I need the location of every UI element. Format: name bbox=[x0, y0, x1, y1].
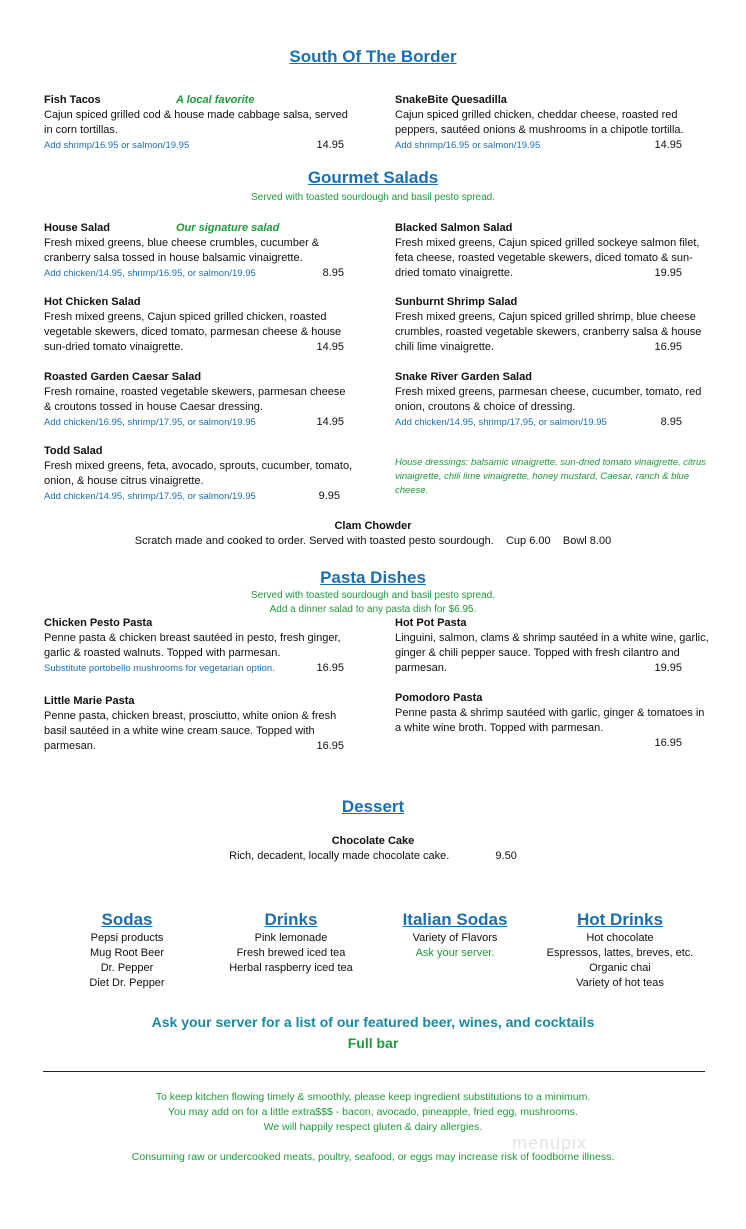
item-addon: Add chicken/14.95, shrimp/17.95, or salmon/19.95 bbox=[395, 417, 607, 428]
section-title-south: South Of The Border bbox=[289, 47, 457, 66]
footer-line-4: Consuming raw or undercooked meats, poultry, seafood, or eggs may increase risk of foodborne illness. bbox=[131, 1151, 615, 1163]
item-name: Hot Chicken Salad bbox=[44, 296, 141, 308]
full-bar: Full bar bbox=[347, 1035, 399, 1051]
watermark: menupix bbox=[512, 1133, 588, 1153]
item-price: 9.95 bbox=[318, 490, 340, 502]
menu-item-quesadilla bbox=[395, 93, 710, 153]
chowder-bowl: Bowl 8.00 bbox=[562, 535, 612, 547]
section-title-dessert: Dessert bbox=[341, 797, 405, 816]
menu-item-chicken-pesto bbox=[44, 616, 354, 676]
chowder-name: Clam Chowder bbox=[334, 520, 412, 532]
footer-line-2: You may add on for a little extra$$$ - bacon, avocado, pineapple, fried egg, mushrooms. bbox=[168, 1106, 578, 1118]
drinks-hot bbox=[535, 912, 705, 991]
item-name: Chicken Pesto Pasta bbox=[44, 617, 153, 629]
item-name: Hot Pot Pasta bbox=[395, 617, 467, 629]
item-desc: Fresh mixed greens, Cajun spiced grilled shrimp, blue cheese crumbles, roasted vegetable skewers, cranberry salsa & house chili lime vinaigrette. bbox=[395, 311, 702, 353]
list-item: Pepsi products bbox=[90, 932, 164, 944]
item-price: 16.95 bbox=[654, 341, 682, 353]
dessert-desc: Rich, decadent, locally made chocolate cake. bbox=[229, 850, 450, 862]
dessert-line bbox=[0, 849, 746, 864]
list-item: Espressos, lattes, breves, etc. bbox=[546, 947, 694, 959]
item-name: Blacked Salmon Salad bbox=[395, 222, 513, 234]
menu-item-house-salad bbox=[44, 221, 354, 281]
chowder-line bbox=[0, 534, 746, 549]
item-addon: Substitute portobello mushrooms for vegetarian option. bbox=[44, 663, 275, 674]
item-name: Roasted Garden Caesar Salad bbox=[44, 371, 202, 383]
list-item: Variety of hot teas bbox=[576, 977, 664, 989]
item-desc: Fresh mixed greens, parmesan cheese, cucumber, tomato, red onion, croutons & choice of dressing. bbox=[395, 386, 702, 413]
item-price: 14.95 bbox=[316, 416, 344, 428]
item-desc: Cajun spiced grilled cod & house made cabbage salsa, served in corn tortillas. bbox=[44, 109, 348, 136]
list-item: Diet Dr. Pepper bbox=[89, 977, 165, 989]
dessert-price: 9.50 bbox=[495, 850, 517, 862]
list-item: Pink lemonade bbox=[254, 932, 328, 944]
item-price: 14.95 bbox=[654, 139, 682, 151]
item-name: Sunburnt Shrimp Salad bbox=[395, 296, 518, 308]
italian-sodas-title: Italian Sodas bbox=[402, 910, 508, 929]
item-name: Todd Salad bbox=[44, 445, 103, 457]
item-name: Fish Tacos bbox=[44, 94, 101, 106]
clam-chowder bbox=[0, 519, 746, 549]
footer-line-3: We will happily respect gluten & dairy allergies. bbox=[263, 1121, 483, 1133]
menu-item-hot-chicken bbox=[44, 295, 354, 355]
item-price: 16.95 bbox=[654, 737, 682, 749]
menu-item-pomodoro bbox=[395, 691, 710, 751]
list-item: Hot chocolate bbox=[586, 932, 654, 944]
list-item: Fresh brewed iced tea bbox=[236, 947, 346, 959]
drinks-italian-sodas bbox=[370, 912, 540, 961]
dessert-name: Chocolate Cake bbox=[331, 835, 415, 847]
item-name: Snake River Garden Salad bbox=[395, 371, 532, 383]
item-price: 14.95 bbox=[316, 139, 344, 151]
item-addon: Add chicken/14.95, shrimp/16.95, or salmon/19.95 bbox=[44, 268, 256, 279]
item-desc: Cajun spiced grilled chicken, cheddar cheese, roasted red peppers, sautéed onions & mushrooms in a chipotle tortilla. bbox=[395, 109, 684, 136]
section-title-pasta: Pasta Dishes bbox=[320, 568, 426, 587]
section-title-salads: Gourmet Salads bbox=[307, 168, 439, 187]
item-name: SnakeBite Quesadilla bbox=[395, 94, 507, 106]
item-addon: Add shrimp/16.95 or salmon/19.95 bbox=[395, 140, 541, 151]
salads-subtitle: Served with toasted sourdough and basil pesto spread. bbox=[250, 192, 496, 203]
menu-item-caesar bbox=[44, 370, 354, 430]
menu-item-sunburnt-shrimp bbox=[395, 295, 710, 355]
item-desc: Fresh romaine, roasted vegetable skewers, parmesan cheese & croutons tossed in house Caesar dressing. bbox=[44, 386, 346, 413]
sodas-title: Sodas bbox=[101, 910, 153, 929]
item-name: Little Marie Pasta bbox=[44, 695, 135, 707]
menu-item-todd bbox=[44, 444, 354, 504]
divider bbox=[43, 1071, 705, 1072]
item-price: 19.95 bbox=[654, 267, 682, 279]
item-price: 16.95 bbox=[316, 740, 344, 752]
item-desc: Fresh mixed greens, Cajun spiced grilled sockeye salmon filet, feta cheese, roasted vegetable skewers, diced tomato & sun-dried tomato vinaigrette. bbox=[395, 237, 700, 279]
item-price: 8.95 bbox=[322, 267, 344, 279]
list-item: Mug Root Beer bbox=[90, 947, 164, 959]
menu-item-hot-pot bbox=[395, 616, 710, 676]
item-desc: Penne pasta & chicken breast sautéed in pesto, fresh ginger, garlic & roasted walnuts. Topped with parmesan. bbox=[44, 632, 341, 659]
bar-line: Ask your server for a list of our featured beer, wines, and cocktails bbox=[151, 1014, 595, 1030]
item-desc: Penne pasta & shrimp sautéed with garlic, ginger & tomatoes in a white wine broth. Topped with parmesan. bbox=[395, 707, 705, 734]
item-price: 14.95 bbox=[316, 341, 344, 353]
item-desc: Fresh mixed greens, feta, avocado, sprouts, cucumber, tomato, onion, & house citrus vinaigrette. bbox=[44, 460, 353, 487]
house-dressings-note: House dressings: balsamic vinaigrette, sun-dried tomato vinaigrette, citrus vinaigrette, chili lime vinaigrette, honey mustard, Caesar, ranch & blue cheese. bbox=[395, 457, 707, 496]
list-item: Variety of Flavors bbox=[412, 932, 498, 944]
drinks-drinks bbox=[206, 912, 376, 976]
item-addon: Add chicken/16.95, shrimp/17.95, or salmon/19.95 bbox=[44, 417, 256, 428]
pasta-subtitle-1: Served with toasted sourdough and basil pesto spread. bbox=[250, 590, 496, 601]
menu-item-blacked-salmon bbox=[395, 221, 710, 281]
italian-sodas-note: Ask your server. bbox=[415, 947, 495, 959]
item-desc: Penne pasta, chicken breast, prosciutto, white onion & fresh basil sautéed in a white wine cream sauce. Topped with parmesan. bbox=[44, 710, 337, 752]
list-item: Herbal raspberry iced tea bbox=[229, 962, 353, 974]
item-tag: Our signature salad bbox=[176, 222, 280, 234]
chowder-cup: Cup 6.00 bbox=[505, 535, 551, 547]
item-desc: Linguini, salmon, clams & shrimp sautéed in a white wine, garlic, ginger & chili pepper sauce. Topped with fresh cilantro and parmesan. bbox=[395, 632, 709, 674]
drinks-title: Drinks bbox=[264, 910, 318, 929]
item-addon: Add chicken/14.95, shrimp/17.95, or salmon/19.95 bbox=[44, 491, 256, 502]
item-name: House Salad bbox=[44, 222, 111, 234]
list-item: Organic chai bbox=[589, 962, 651, 974]
item-tag: A local favorite bbox=[176, 94, 255, 106]
footer-line-1: To keep kitchen flowing timely & smoothly, please keep ingredient substitutions to a minimum. bbox=[155, 1091, 591, 1103]
item-price: 19.95 bbox=[654, 662, 682, 674]
item-price: 16.95 bbox=[316, 662, 344, 674]
item-name: Pomodoro Pasta bbox=[395, 692, 483, 704]
menu-item-fish-tacos bbox=[44, 93, 354, 153]
item-desc: Fresh mixed greens, Cajun spiced grilled chicken, roasted vegetable skewers, diced tomato, parmesan cheese & house sun-dried tomato vinaigrette. bbox=[44, 311, 342, 353]
menu-item-little-marie bbox=[44, 694, 354, 754]
list-item: Dr. Pepper bbox=[100, 962, 154, 974]
pasta-subtitle-2: Add a dinner salad to any pasta dish for $6.95. bbox=[269, 604, 477, 615]
item-addon: Add shrimp/16.95 or salmon/19.95 bbox=[44, 140, 190, 151]
item-desc: Fresh mixed greens, blue cheese crumbles, cucumber & cranberry salsa tossed in house balsamic vinaigrette. bbox=[44, 237, 320, 264]
dessert-item bbox=[0, 834, 746, 864]
menu-item-snake-river bbox=[395, 370, 710, 430]
drinks-sodas bbox=[42, 912, 212, 991]
chowder-desc: Scratch made and cooked to order. Served with toasted pesto sourdough. bbox=[134, 535, 494, 547]
hot-drinks-title: Hot Drinks bbox=[577, 910, 663, 929]
item-price: 8.95 bbox=[660, 416, 682, 428]
